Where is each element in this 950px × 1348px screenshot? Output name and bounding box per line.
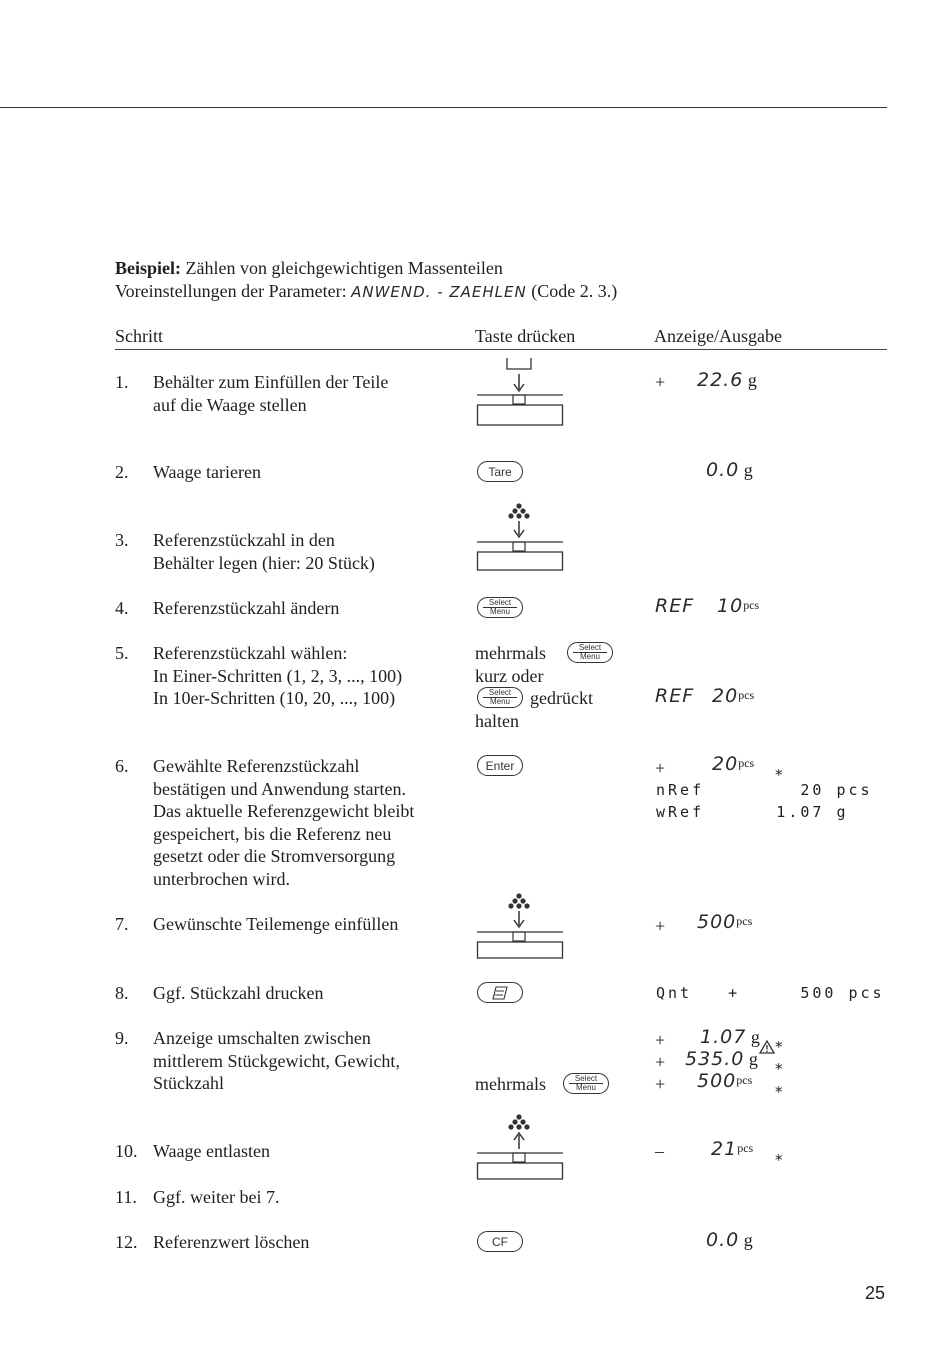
step-line: Gewünschte Teilemenge einfüllen xyxy=(153,914,399,934)
step-line: In Einer-Schritten (1, 2, 3, ..., 100) xyxy=(153,665,403,686)
step-line: mittlerem Stückgewicht, Gewicht, xyxy=(153,1050,400,1071)
step-line: Waage tarieren xyxy=(153,462,261,482)
add-pieces-to-scale-icon xyxy=(476,892,566,962)
step-text xyxy=(153,529,375,574)
display-label: REF xyxy=(655,595,695,617)
cf-key[interactable]: CF xyxy=(477,1231,523,1252)
select-label: Select xyxy=(574,1073,598,1083)
example-title: Zählen von gleichgewichtigen Massenteilen xyxy=(181,258,503,278)
display-sign: + xyxy=(655,1030,666,1050)
select-menu-key[interactable] xyxy=(567,642,613,663)
display-value: 20 xyxy=(712,685,739,707)
step-text xyxy=(153,461,261,484)
display-sign: – xyxy=(655,1141,664,1161)
step-line: Anzeige umschalten zwischen xyxy=(153,1028,371,1048)
display-sign: + xyxy=(655,1052,666,1072)
display-value: 22.6 xyxy=(697,369,744,391)
step-line: Stückzahl xyxy=(153,1073,224,1093)
step-text xyxy=(153,1231,309,1254)
display-value: 500 xyxy=(697,911,737,933)
step-number: 12. xyxy=(115,1232,138,1252)
step-line: Gewählte Referenzstückzahl xyxy=(153,756,360,776)
step-number: 9. xyxy=(115,1028,129,1048)
display-unit: pcs xyxy=(736,914,753,928)
step-number: 10. xyxy=(115,1141,138,1161)
column-display-header: Anzeige/Ausgabe xyxy=(654,326,782,346)
step-line: unterbrochen wird. xyxy=(153,868,290,889)
step-line: Referenzstückzahl wählen: xyxy=(153,643,348,663)
presets-line xyxy=(115,280,617,304)
step-number: 2. xyxy=(115,462,129,482)
step-text xyxy=(153,1027,400,1095)
display-sign: + xyxy=(655,758,666,778)
stability-star: * xyxy=(775,1038,783,1056)
display-unit: pcs xyxy=(743,598,760,612)
display-unit: g xyxy=(750,1027,760,1047)
step-line: Ggf. Stückzahl drucken xyxy=(153,983,324,1003)
mehrmals-text: mehrmals xyxy=(475,643,546,663)
display-sign: + xyxy=(655,372,666,392)
halten-text: halten xyxy=(475,711,519,731)
display-value: 20 xyxy=(712,753,739,775)
display-reading xyxy=(706,1229,753,1252)
step-text xyxy=(153,642,402,710)
enter-key[interactable]: Enter xyxy=(477,755,523,776)
remove-pieces-from-scale-icon xyxy=(476,1113,566,1183)
step-number: 4. xyxy=(115,598,129,618)
container-on-scale-icon xyxy=(476,357,566,429)
step-number: 1. xyxy=(115,372,129,392)
printout-line: Qnt + 500 pcs xyxy=(656,984,885,1002)
step-line: Behälter zum Einfüllen der Teile xyxy=(153,372,389,392)
step-line: bestätigen und Anwendung starten. xyxy=(153,778,406,799)
display-sign: + xyxy=(655,1074,666,1094)
select-menu-key[interactable] xyxy=(563,1073,609,1094)
step-line: gespeichert, bis die Referenz neu xyxy=(153,823,392,844)
display-reading xyxy=(655,685,754,708)
mehrmals-text: mehrmals xyxy=(475,1074,546,1094)
presets-prefix: Voreinstellungen der Parameter: xyxy=(115,281,352,301)
display-reading xyxy=(697,911,752,934)
display-unit: pcs xyxy=(738,688,755,702)
display-value: 535.0 xyxy=(685,1048,745,1070)
stability-star: * xyxy=(775,1060,783,1078)
column-step-header: Schritt xyxy=(115,326,163,346)
display-reading xyxy=(685,1048,758,1071)
select-menu-key[interactable] xyxy=(477,687,523,708)
step-line: Ggf. weiter bei 7. xyxy=(153,1187,280,1207)
presets-suffix: (Code 2. 3.) xyxy=(526,281,618,301)
warning-triangle-icon xyxy=(759,1040,775,1054)
step-text xyxy=(153,1140,270,1163)
step-text xyxy=(153,755,414,890)
step-line: Waage entlasten xyxy=(153,1141,270,1161)
step-line: auf die Waage stellen xyxy=(153,394,307,415)
header-rule xyxy=(115,349,887,350)
step-text xyxy=(153,1186,279,1209)
page-number: 25 xyxy=(865,1283,886,1303)
display-label: REF xyxy=(655,685,695,707)
stability-star: * xyxy=(775,1083,783,1101)
display-value: 1.07 xyxy=(700,1026,747,1048)
step-line: In 10er-Schritten (10, 20, ..., 100) xyxy=(153,688,396,708)
step-text xyxy=(153,982,323,1005)
display-value: 21 xyxy=(711,1138,738,1160)
presets-display: ANWEND. - ZAEHLEN xyxy=(351,283,527,301)
menu-label: Menu xyxy=(489,697,510,706)
select-menu-key[interactable] xyxy=(477,597,523,618)
display-value: 500 xyxy=(697,1070,737,1092)
display-reading xyxy=(712,753,754,776)
display-value: 0.0 xyxy=(706,1229,740,1251)
column-key-header: Taste drücken xyxy=(475,326,576,346)
display-unit: g xyxy=(748,1049,758,1069)
gedrueckt-text: gedrückt xyxy=(530,688,593,708)
display-value: 10 xyxy=(717,595,744,617)
step-number: 7. xyxy=(115,914,129,934)
display-unit: pcs xyxy=(736,1073,753,1087)
step-line: Referenzstückzahl in den xyxy=(153,530,335,550)
step-number: 5. xyxy=(115,643,129,663)
printout-line: wRef 1.07 g xyxy=(656,803,849,821)
example-label: Beispiel: xyxy=(115,258,181,278)
step-line: Referenzwert löschen xyxy=(153,1232,310,1252)
select-label: Select xyxy=(488,597,512,607)
print-key[interactable] xyxy=(477,982,523,1003)
display-sign: + xyxy=(655,916,666,936)
step-number: 11. xyxy=(115,1187,137,1207)
step-text xyxy=(153,597,339,620)
display-reading xyxy=(697,369,757,392)
print-icon xyxy=(490,986,510,1000)
display-reading xyxy=(706,459,753,482)
select-label: Select xyxy=(578,642,602,652)
menu-label: Menu xyxy=(575,1083,596,1092)
display-reading xyxy=(655,595,759,618)
display-reading xyxy=(700,1026,760,1049)
display-unit: pcs xyxy=(738,756,755,770)
printout-line: nRef 20 pcs xyxy=(656,781,873,799)
display-unit: g xyxy=(743,460,753,480)
kurz-oder-text: kurz oder xyxy=(475,666,544,686)
stability-star: * xyxy=(775,766,783,784)
menu-label: Menu xyxy=(489,607,510,616)
display-unit: g xyxy=(747,370,757,390)
step-line: Das aktuelle Referenzgewicht bleibt xyxy=(153,801,415,821)
top-rule xyxy=(0,107,887,108)
display-reading xyxy=(711,1138,753,1161)
display-value: 0.0 xyxy=(706,459,740,481)
display-reading xyxy=(697,1070,752,1093)
step-number: 8. xyxy=(115,983,129,1003)
step-text xyxy=(153,913,398,936)
step-number: 6. xyxy=(115,756,129,776)
menu-label: Menu xyxy=(579,652,600,661)
step-number: 3. xyxy=(115,530,129,550)
step-text xyxy=(153,371,388,416)
step-line: Referenzstückzahl ändern xyxy=(153,598,340,618)
step-line: Behälter legen (hier: 20 Stück) xyxy=(153,552,375,573)
tare-key[interactable]: Tare xyxy=(477,461,523,482)
example-heading xyxy=(115,257,503,280)
display-unit: g xyxy=(743,1230,753,1250)
stability-star: * xyxy=(775,1151,783,1169)
display-unit: pcs xyxy=(737,1141,754,1155)
add-pieces-to-scale-icon xyxy=(476,502,566,572)
select-label: Select xyxy=(488,687,512,697)
step-line: gesetzt oder die Stromversorgung xyxy=(153,846,396,866)
